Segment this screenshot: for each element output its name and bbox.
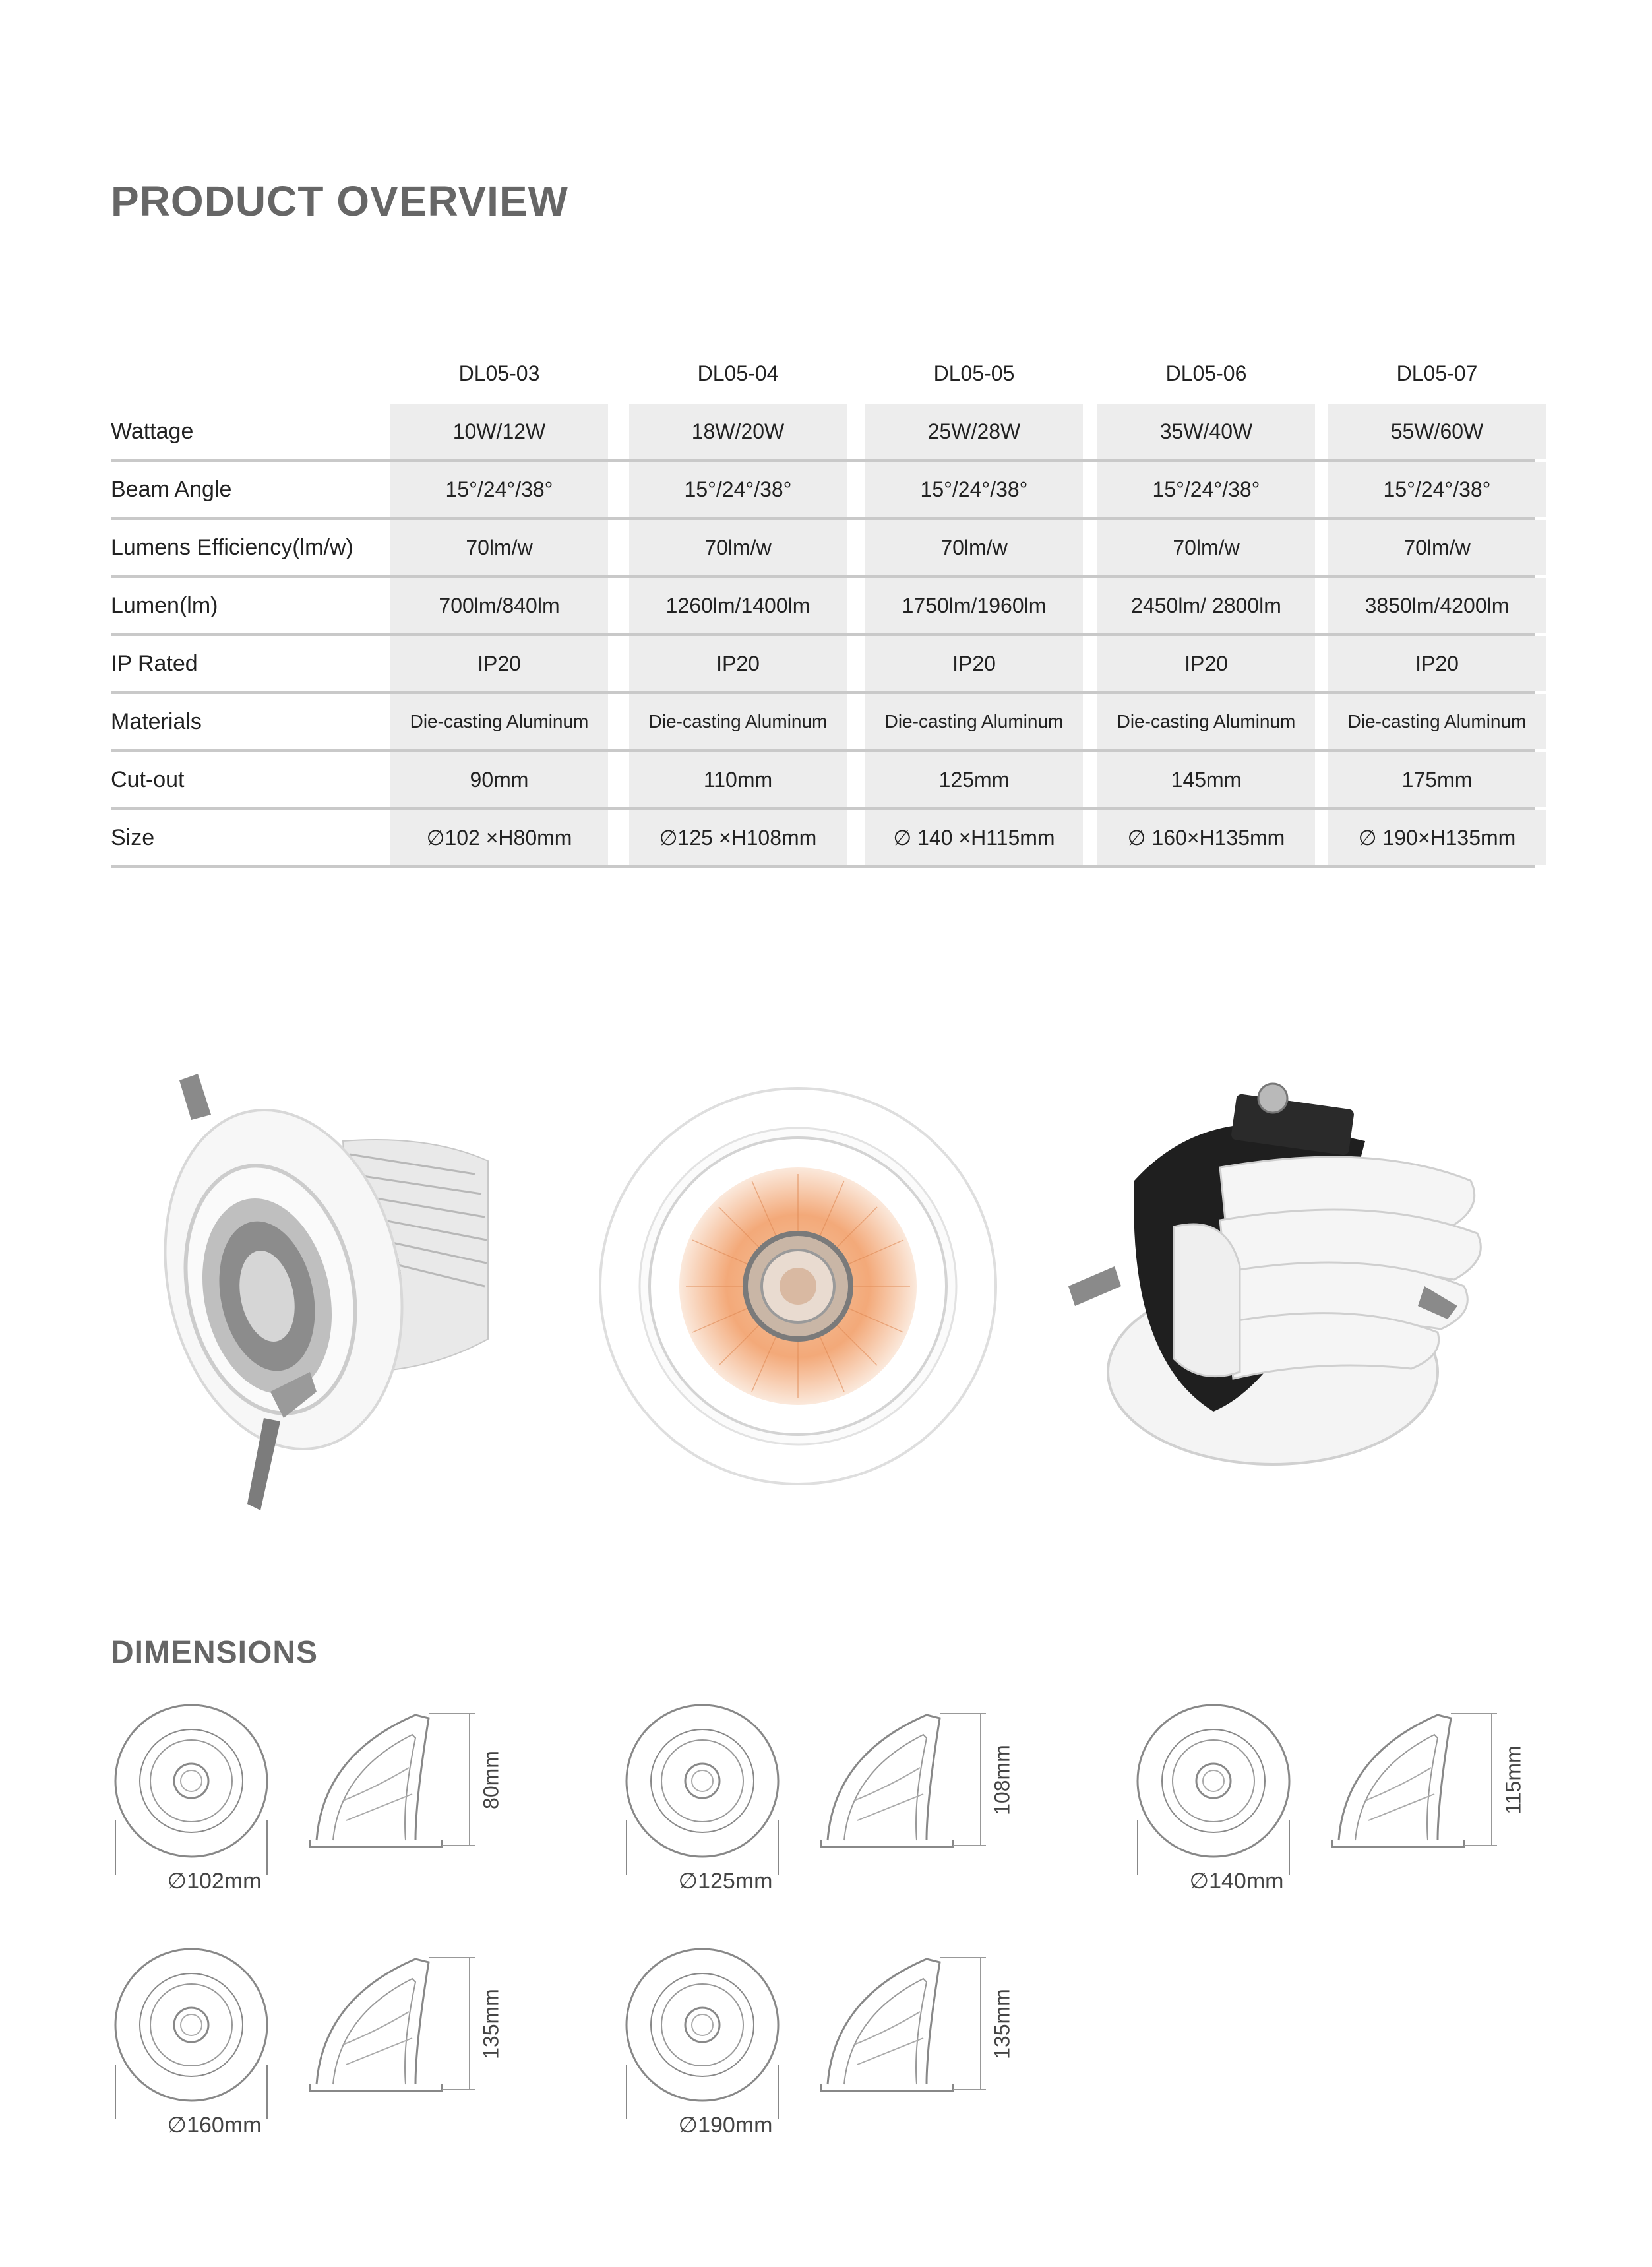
spec-row-materials <box>111 694 1535 752</box>
front-view-drawing <box>112 1702 284 1886</box>
spec-cell: 1260lm/1400lm <box>629 578 847 633</box>
spec-cell: 70lm/w <box>865 520 1083 575</box>
height-label: 108mm <box>990 1745 1014 1815</box>
spec-cell: Die-casting Aluminum <box>629 694 847 749</box>
dimension-drawing-dl05-05 <box>1134 1702 1543 1913</box>
model-name: DL05-03 <box>458 361 540 385</box>
spec-cell: Die-casting Aluminum <box>1097 694 1315 749</box>
spec-label: Cut-out <box>111 767 185 792</box>
spec-cell: IP20 <box>1328 636 1546 691</box>
spec-row-beam-angle <box>111 462 1535 520</box>
spec-cell: 1750lm/1960lm <box>865 578 1083 633</box>
height-label: 135mm <box>479 1989 503 2059</box>
spec-row-wattage <box>111 404 1535 462</box>
spec-cell: 700lm/840lm <box>390 578 608 633</box>
spec-cell: 110mm <box>629 752 847 807</box>
spec-cell: 15°/24°/38° <box>390 462 608 517</box>
dimensions-title: DIMENSIONS <box>111 1635 319 1670</box>
dimension-drawing-dl05-04 <box>623 1702 1032 1913</box>
spec-cell: 3850lm/4200lm <box>1328 578 1546 633</box>
spec-cell: 70lm/w <box>629 520 847 575</box>
spec-cell: 55W/60W <box>1328 404 1546 459</box>
spec-row-size <box>111 810 1535 868</box>
side-view-drawing <box>297 1708 488 1867</box>
spec-label: Beam Angle <box>111 477 232 502</box>
spec-cell: ∅ 140 ×H115mm <box>865 810 1083 865</box>
spec-label: Materials <box>111 709 202 734</box>
spec-row-ip-rated <box>111 636 1535 694</box>
row-divider <box>111 865 1535 868</box>
spec-cell: 145mm <box>1097 752 1315 807</box>
spec-label: Lumens Efficiency(lm/w) <box>111 535 353 560</box>
spec-cell: IP20 <box>865 636 1083 691</box>
diameter-label: ∅102mm <box>167 1869 262 1894</box>
spec-cell: ∅102 ×H80mm <box>390 810 608 865</box>
product-photo-rear <box>1055 1069 1530 1477</box>
spec-cell: 125mm <box>865 752 1083 807</box>
product-photo-angled-front <box>119 1062 501 1510</box>
model-name: DL05-07 <box>1396 361 1478 385</box>
spec-cell: 70lm/w <box>1097 520 1315 575</box>
side-view-drawing <box>808 1952 999 2111</box>
side-view-drawing <box>1319 1708 1510 1867</box>
spec-row-lumen <box>111 578 1535 636</box>
spec-cell: 15°/24°/38° <box>629 462 847 517</box>
spec-row-lumens-efficiency <box>111 520 1535 578</box>
spec-row-cut-out <box>111 752 1535 810</box>
front-view-drawing <box>112 1946 284 2130</box>
side-view-drawing <box>808 1708 999 1867</box>
spec-label: Wattage <box>111 419 194 444</box>
spec-cell: 70lm/w <box>390 520 608 575</box>
model-name: DL05-04 <box>697 361 779 385</box>
spec-cell: 90mm <box>390 752 608 807</box>
spec-label: Lumen(lm) <box>111 593 218 618</box>
height-label: 135mm <box>990 1989 1014 2059</box>
spec-cell: IP20 <box>629 636 847 691</box>
spec-cell: Die-casting Aluminum <box>390 694 608 749</box>
model-header-row <box>111 361 1535 402</box>
spec-cell: 18W/20W <box>629 404 847 459</box>
spec-cell: IP20 <box>1097 636 1315 691</box>
diameter-label: ∅125mm <box>678 1869 773 1894</box>
diameter-label: ∅190mm <box>678 2113 773 2138</box>
page-title: PRODUCT OVERVIEW <box>111 177 568 225</box>
spec-cell: 175mm <box>1328 752 1546 807</box>
spec-cell: Die-casting Aluminum <box>1328 694 1546 749</box>
diameter-label: ∅160mm <box>167 2113 262 2138</box>
dimension-drawing-dl05-06 <box>112 1946 521 2157</box>
spec-cell: 35W/40W <box>1097 404 1315 459</box>
spec-cell: 25W/28W <box>865 404 1083 459</box>
front-view-drawing <box>1134 1702 1306 1886</box>
spec-cell: Die-casting Aluminum <box>865 694 1083 749</box>
spec-cell: 2450lm/ 2800lm <box>1097 578 1315 633</box>
side-view-drawing <box>297 1952 488 2111</box>
model-name: DL05-06 <box>1165 361 1247 385</box>
spec-cell: 10W/12W <box>390 404 608 459</box>
spec-cell: ∅ 160×H135mm <box>1097 810 1315 865</box>
spec-cell: 70lm/w <box>1328 520 1546 575</box>
spec-label: IP Rated <box>111 651 198 676</box>
front-view-drawing <box>623 1946 795 2130</box>
product-photo-front <box>594 1082 1002 1491</box>
height-label: 115mm <box>1501 1745 1525 1815</box>
spec-cell: ∅ 190×H135mm <box>1328 810 1546 865</box>
diameter-label: ∅140mm <box>1189 1869 1284 1894</box>
spec-label: Size <box>111 825 155 850</box>
spec-cell: 15°/24°/38° <box>1328 462 1546 517</box>
spec-cell: 15°/24°/38° <box>865 462 1083 517</box>
height-label: 80mm <box>479 1751 503 1809</box>
spec-cell: IP20 <box>390 636 608 691</box>
spec-cell: ∅125 ×H108mm <box>629 810 847 865</box>
spec-cell: 15°/24°/38° <box>1097 462 1315 517</box>
dimension-drawing-dl05-07 <box>623 1946 1032 2157</box>
model-name: DL05-05 <box>933 361 1015 385</box>
front-view-drawing <box>623 1702 795 1886</box>
dimension-drawing-dl05-03 <box>112 1702 521 1913</box>
